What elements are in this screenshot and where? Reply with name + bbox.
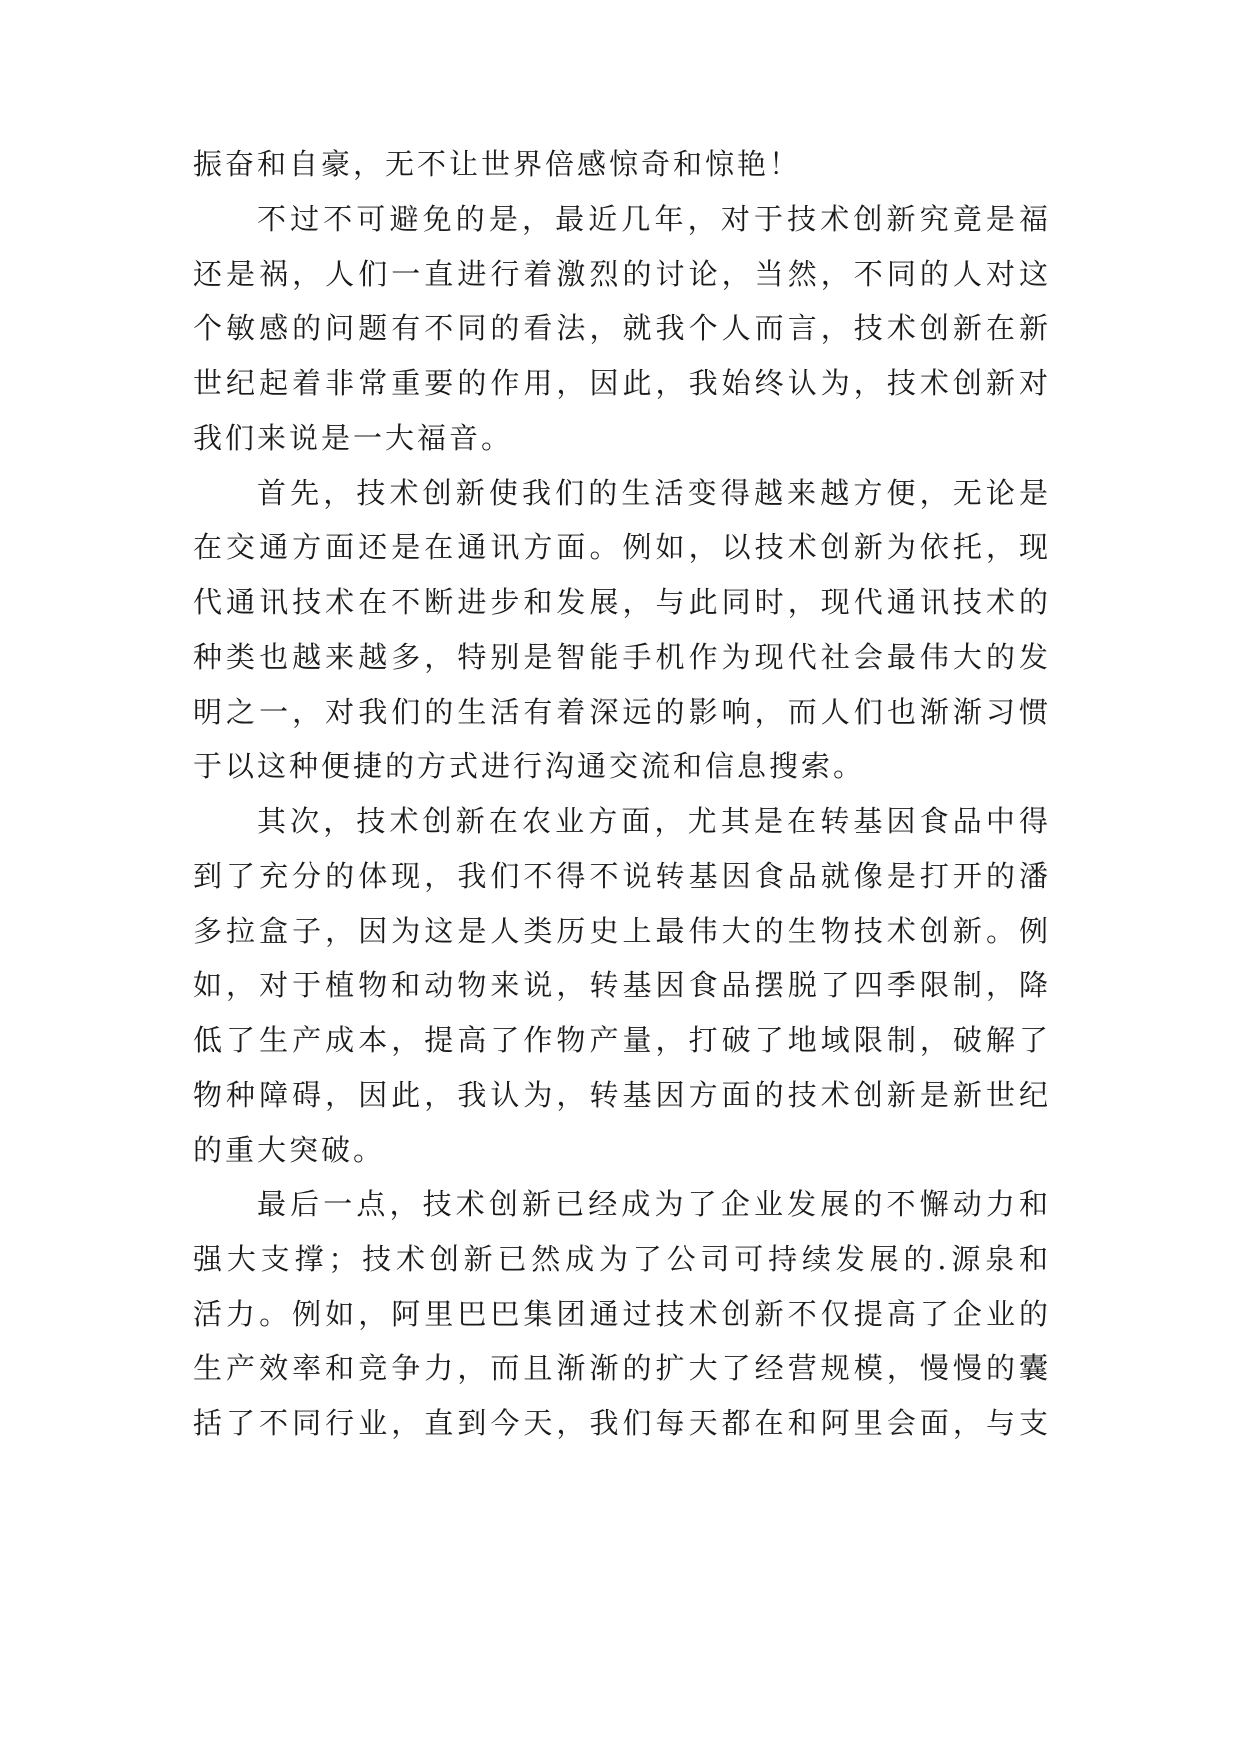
paragraph-3-line-6: 的重大突破。 (193, 1133, 386, 1167)
paragraph-3-line-0: 其次，技术创新在农业方面，尤其是在转基因食品中得 (257, 804, 1048, 838)
paragraph-4-line-1: 强大支撑；技术创新已然成为了公司可持续发展的.源泉和 (193, 1242, 1048, 1276)
paragraph-2-line-4: 明之一，对我们的生活有着深远的影响，而人们也渐渐习惯 (193, 695, 1048, 729)
paragraph-1-line-1: 还是祸，人们一直进行着激烈的讨论，当然，不同的人对这 (193, 257, 1048, 291)
paragraph-2-line-3: 种类也越来越多，特别是智能手机作为现代社会最伟大的发 (193, 640, 1048, 674)
paragraph-1-line-4: 我们来说是一大福音。 (193, 421, 514, 455)
paragraph-3-line-1: 到了充分的体现，我们不得不说转基因食品就像是打开的潘 (193, 859, 1048, 893)
paragraph-1-line-2: 个敏感的问题有不同的看法，就我个人而言，技术创新在新 (193, 311, 1048, 345)
paragraph-2-line-1: 在交通方面还是在通讯方面。例如，以技术创新为依托，现 (193, 530, 1048, 564)
paragraph-1-line-3: 世纪起着非常重要的作用，因此，我始终认为，技术创新对 (193, 366, 1048, 400)
paragraph-0-line-0: 振奋和自豪，无不让世界倍感惊奇和惊艳！ (193, 147, 802, 181)
paragraph-4-line-0: 最后一点，技术创新已经成为了企业发展的不懈动力和 (257, 1187, 1048, 1221)
paragraph-3-line-4: 低了生产成本，提高了作物产量，打破了地域限制，破解了 (193, 1023, 1048, 1057)
paragraph-1-line-0: 不过不可避免的是，最近几年，对于技术创新究竟是福 (257, 202, 1048, 236)
paragraph-2-line-5: 于以这种便捷的方式进行沟通交流和信息搜索。 (193, 749, 866, 783)
paragraph-4-line-2: 活力。例如，阿里巴巴集团通过技术创新不仅提高了企业的 (193, 1297, 1048, 1331)
paragraph-2-line-2: 代通讯技术在不断进步和发展，与此同时，现代通讯技术的 (193, 585, 1048, 619)
paragraph-4-line-4: 括了不同行业，直到今天，我们每天都在和阿里会面，与支 (193, 1406, 1048, 1440)
paragraph-4-line-3: 生产效率和竞争力，而且渐渐的扩大了经营规模，慢慢的囊 (193, 1351, 1048, 1385)
paragraph-3-line-3: 如，对于植物和动物来说，转基因食品摆脱了四季限制，降 (193, 968, 1048, 1002)
paragraph-2-line-0: 首先，技术创新使我们的生活变得越来越方便，无论是 (257, 476, 1048, 510)
paragraph-3-line-5: 物种障碍，因此，我认为，转基因方面的技术创新是新世纪 (193, 1078, 1048, 1112)
paragraph-3-line-2: 多拉盒子，因为这是人类历史上最伟大的生物技术创新。例 (193, 914, 1048, 948)
